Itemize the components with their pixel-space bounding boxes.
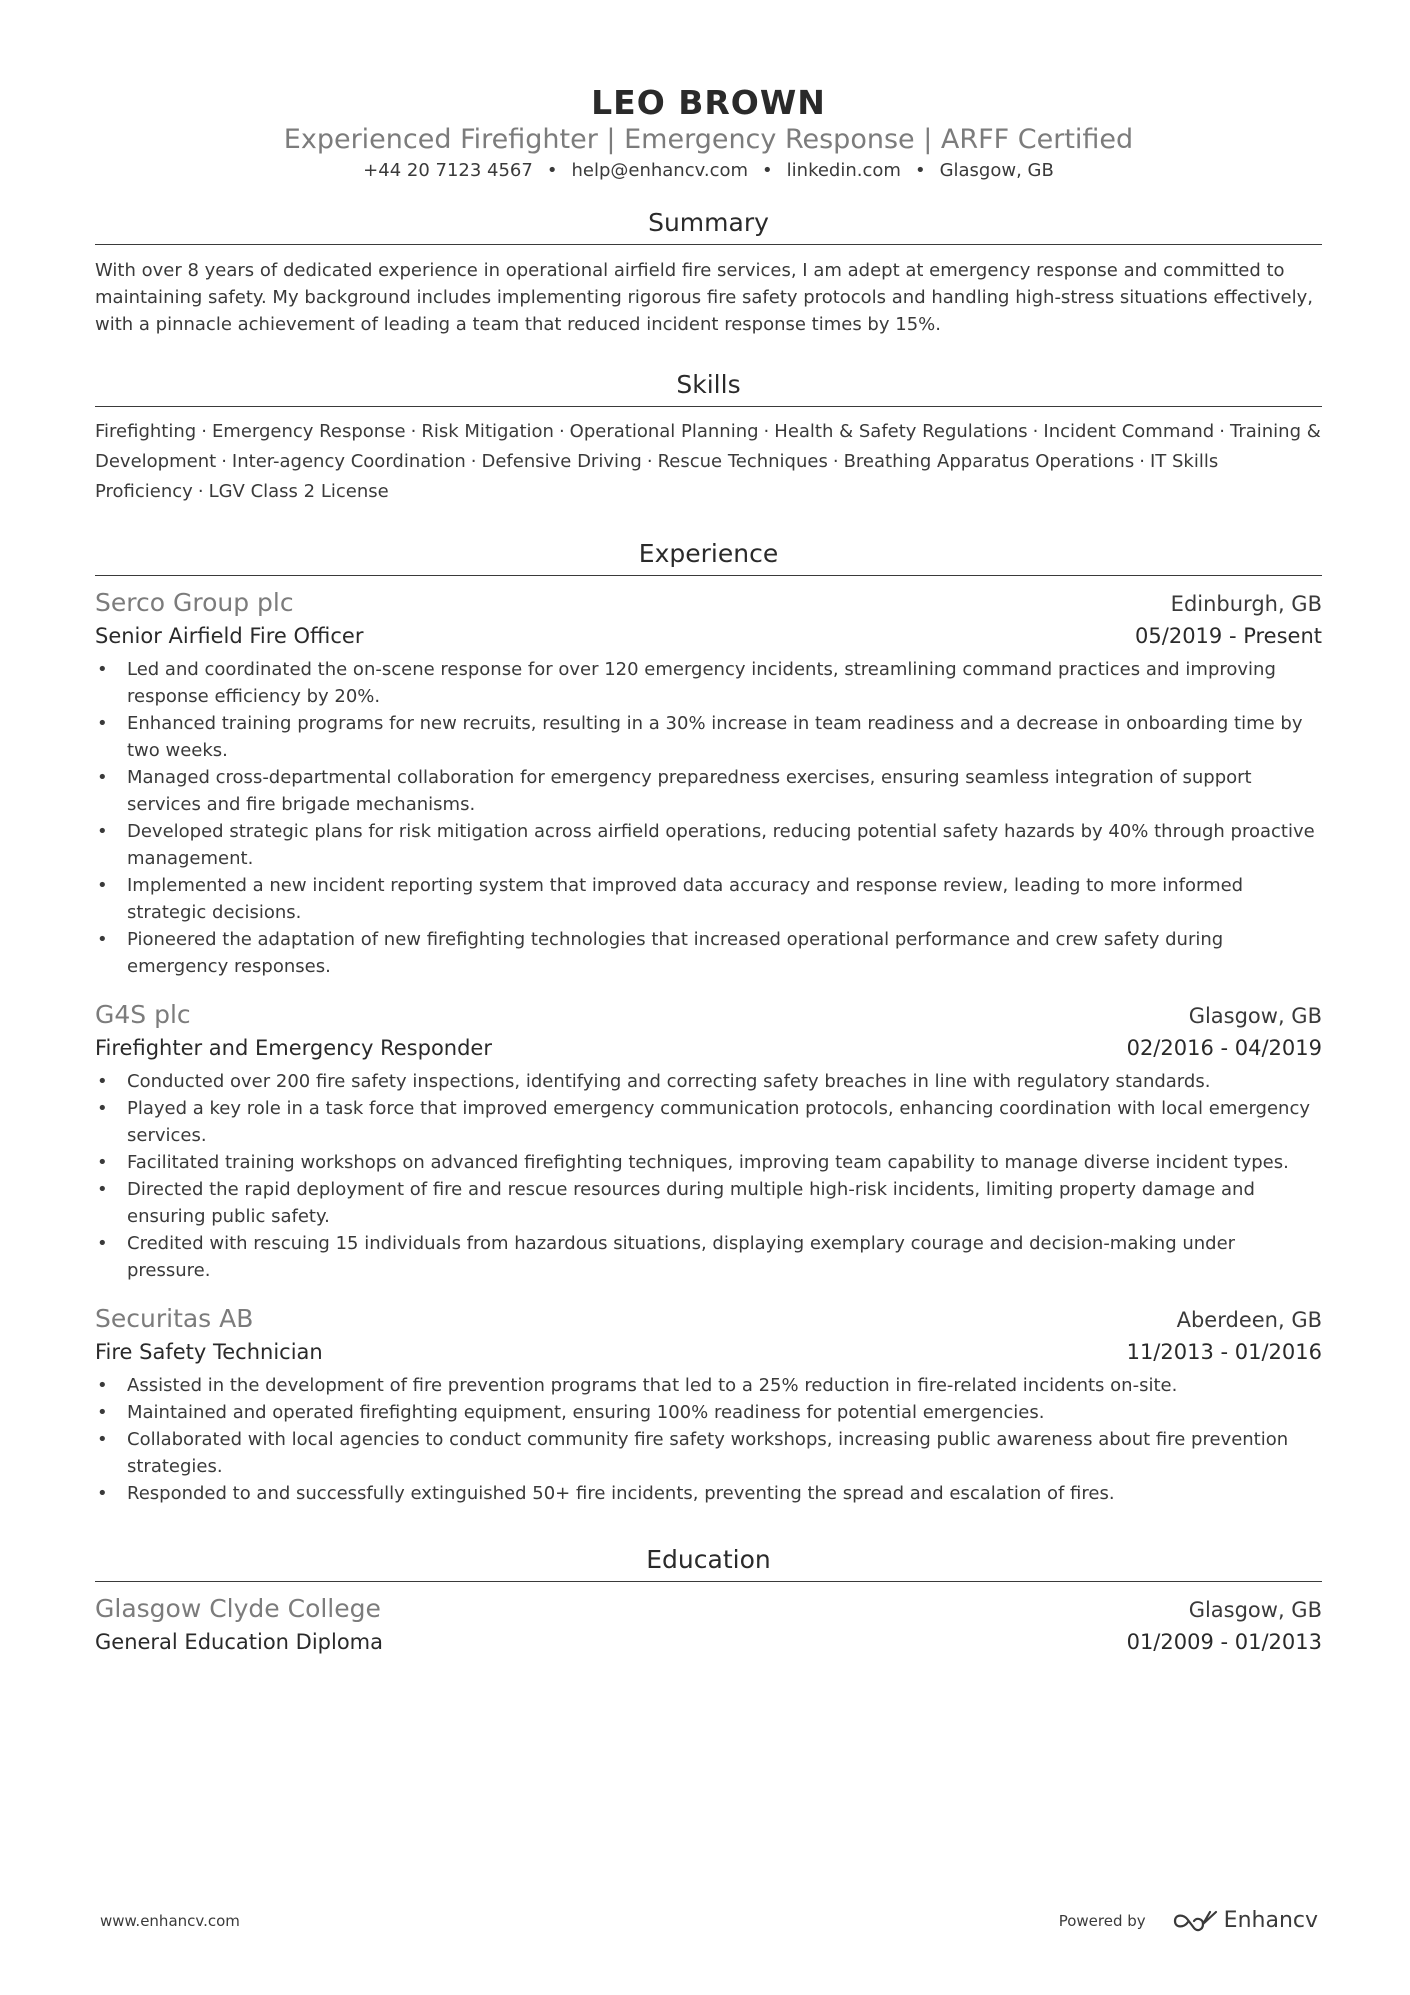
skill-item: Firefighting [95, 421, 197, 442]
contact-phone[interactable]: +44 20 7123 4567 [363, 160, 533, 181]
enhancv-brand[interactable] [1172, 1908, 1318, 1933]
achievement-item: • Pioneered the adaptation of new firefighting technologies that increased operational performance and crew safety during emergency responses. [127, 926, 1322, 980]
enhancv-brand-name: Enhancv [1223, 1908, 1318, 1933]
skill-item: Operational Planning [569, 421, 759, 442]
job-dates: 02/2016 - 04/2019 [1126, 1036, 1322, 1060]
school-name: Glasgow Clyde College [95, 1594, 381, 1623]
contact-separator: • [762, 160, 773, 181]
contact-location: Glasgow, GB [939, 160, 1054, 181]
section-title-education: Education [95, 1543, 1322, 1582]
skill-separator: · [201, 421, 207, 442]
resume-header [95, 0, 1322, 184]
experience-section [95, 537, 1322, 1507]
skill-item: IT Skills Proficiency [95, 451, 1219, 502]
summary-section [95, 206, 1322, 338]
skill-item: Training & Development [95, 421, 1321, 472]
skill-item: Rescue Techniques [657, 451, 828, 472]
degree-title: General Education Diploma [95, 1630, 384, 1654]
job-title: Firefighter and Emergency Responder [95, 1036, 492, 1060]
skill-separator: · [410, 421, 417, 442]
education-entry [95, 1592, 1322, 1658]
skills-list [95, 417, 1322, 507]
powered-by [1059, 1908, 1318, 1933]
achievement-item: • Facilitated training workshops on advanced firefighting techniques, improving team capability to manage diverse incident types. [127, 1149, 1322, 1176]
skill-separator: · [470, 451, 477, 472]
achievement-item: • Credited with rescuing 15 individuals from hazardous situations, displaying exemplary courage and decision-making under pressure. [127, 1230, 1322, 1284]
skill-separator: · [646, 451, 653, 472]
candidate-headline: Experienced Firefighter | Emergency Response | ARFF Certified [283, 124, 1134, 155]
skill-item: Emergency Response [211, 421, 406, 442]
education-dates: 01/2009 - 01/2013 [1126, 1630, 1322, 1654]
achievement-item: • Led and coordinated the on-scene response for over 120 emergency incidents, streamlining command practices and improving response efficiency by 20%. [127, 656, 1322, 710]
achievement-item: • Collaborated with local agencies to conduct community fire safety workshops, increasing public awareness about fire prevention strategies. [127, 1426, 1322, 1480]
contact-email[interactable]: help@enhancv.com [571, 160, 749, 181]
skill-separator: · [221, 451, 227, 472]
skill-separator: · [763, 421, 770, 442]
achievement-list [95, 1372, 1322, 1507]
enhancv-logo-icon [1172, 1909, 1218, 1933]
section-title-experience: Experience [95, 537, 1322, 576]
achievement-item: • Responded to and successfully extinguished 50+ fire incidents, preventing the spread and escalation of fires. [127, 1480, 1322, 1507]
company-name: Serco Group plc [95, 588, 294, 617]
achievement-item: • Managed cross-departmental collaboration for emergency preparedness exercises, ensuring seamless integration of support services and fire brigade mechanisms. [127, 764, 1322, 818]
company-name: G4S plc [95, 1000, 191, 1029]
experience-entry [95, 586, 1322, 980]
school-location: Glasgow, GB [1188, 1598, 1322, 1622]
page-footer [100, 1908, 1318, 1933]
summary-text: With over 8 years of dedicated experience in operational airfield fire services, I am adept at emergency response and committed to maintaining safety. My background includes implementing rigorous fire safety protocols and handling high-stress situations effectively, with a pinnacle achievement of leading a team that reduced incident response times by 15%. [95, 260, 1313, 335]
skill-item: Incident Command [1043, 421, 1215, 442]
contact-linkedin[interactable]: linkedin.com [786, 160, 901, 181]
skill-separator: · [558, 421, 565, 442]
skill-item: Breathing Apparatus Operations [843, 451, 1135, 472]
experience-entry [95, 998, 1322, 1284]
contact-separator: • [546, 160, 558, 181]
skill-separator: · [832, 451, 839, 472]
achievement-list [95, 656, 1322, 980]
skill-item: Inter-agency Coordination [231, 451, 466, 472]
achievement-item: • Assisted in the development of fire prevention programs that led to a 25% reduction in fire-related incidents on-site. [127, 1372, 1322, 1399]
skill-separator: · [1139, 451, 1145, 472]
education-section [95, 1543, 1322, 1658]
skill-item: Health & Safety Regulations [774, 421, 1028, 442]
candidate-name: LEO BROWN [591, 83, 826, 122]
achievement-item: • Maintained and operated firefighting equipment, ensuring 100% readiness for potential emergencies. [127, 1399, 1322, 1426]
achievement-item: • Implemented a new incident reporting system that improved data accuracy and response review, leading to more informed strategic decisions. [127, 872, 1322, 926]
section-title-summary: Summary [95, 206, 1322, 245]
section-title-skills: Skills [95, 368, 1322, 407]
contact-line [95, 158, 1322, 184]
company-name: Securitas AB [95, 1304, 254, 1333]
achievement-item: • Played a key role in a task force that improved emergency communication protocols, enhancing coordination with local emergency services. [127, 1095, 1322, 1149]
skill-separator: · [197, 481, 204, 502]
skill-item: Defensive Driving [481, 451, 642, 472]
resume-page [95, 0, 1322, 1658]
achievement-item: • Enhanced training programs for new recruits, resulting in a 30% increase in team readiness and a decrease in onboarding time by two weeks. [127, 710, 1322, 764]
skill-item: LGV Class 2 License [208, 481, 389, 502]
job-location: Edinburgh, GB [1170, 592, 1322, 616]
job-title: Senior Airfield Fire Officer [95, 624, 364, 648]
achievement-item: • Developed strategic plans for risk mitigation across airfield operations, reducing potential safety hazards by 40% through proactive management. [127, 818, 1322, 872]
skills-section [95, 368, 1322, 507]
job-dates: 11/2013 - 01/2016 [1126, 1340, 1322, 1364]
powered-by-label: Powered by [1058, 1911, 1146, 1930]
job-location: Glasgow, GB [1188, 1004, 1322, 1028]
footer-website-link[interactable]: www.enhancv.com [100, 1911, 240, 1930]
skill-item: Risk Mitigation [421, 421, 554, 442]
achievement-item: • Conducted over 200 fire safety inspections, identifying and correcting safety breaches in line with regulatory standards. [127, 1068, 1322, 1095]
contact-separator: • [914, 160, 926, 181]
job-dates: 05/2019 - Present [1135, 624, 1322, 648]
skill-separator: · [1219, 421, 1225, 442]
job-location: Aberdeen, GB [1176, 1308, 1322, 1332]
experience-entry [95, 1302, 1322, 1507]
achievement-list [95, 1068, 1322, 1284]
job-title: Fire Safety Technician [95, 1340, 323, 1364]
skill-separator: · [1032, 421, 1039, 442]
achievement-item: • Directed the rapid deployment of fire and rescue resources during multiple high-risk incidents, limiting property damage and ensuring public safety. [127, 1176, 1322, 1230]
